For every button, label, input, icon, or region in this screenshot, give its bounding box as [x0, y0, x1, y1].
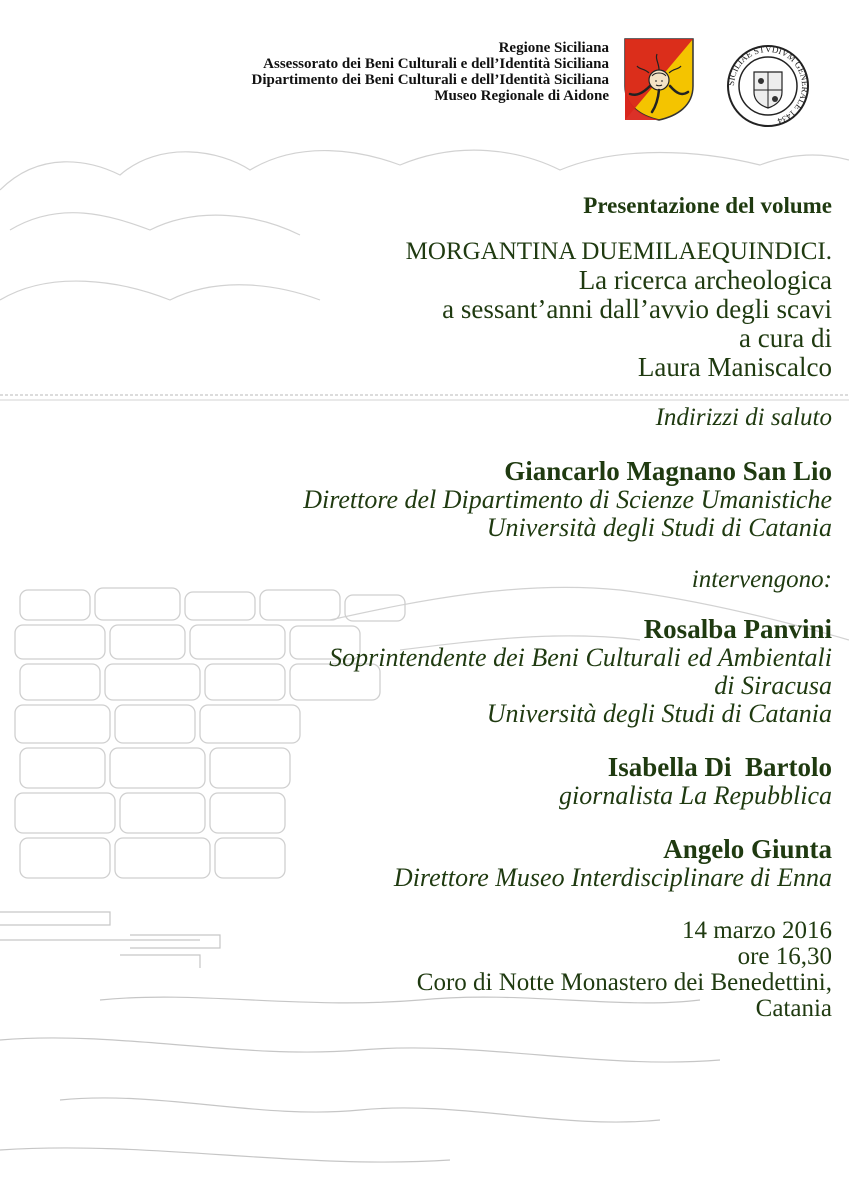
- event-city: Catania: [755, 995, 832, 1022]
- greetings-label: Indirizzi di saluto: [655, 404, 832, 431]
- book-title: [52, 237, 832, 382]
- event-date: 14 marzo 2016: [682, 917, 832, 944]
- speaker-role: Direttore Museo Interdisciplinare di Enna: [393, 863, 832, 892]
- speaker-role: giornalista La Repubblica: [559, 781, 832, 810]
- header-line-region: Regione Siciliana: [498, 40, 609, 56]
- speakers-label: intervengono:: [691, 566, 832, 593]
- speaker-di-bartolo: [52, 752, 832, 810]
- speaker-panvini: [52, 614, 832, 728]
- speaker-role: Soprintendente dei Beni Culturali ed Ambientali: [329, 643, 832, 672]
- university-seal-icon: [726, 44, 810, 128]
- speaker-name: Angelo Giunta: [663, 834, 832, 864]
- title-line-sub1: La ricerca archeologica: [578, 265, 832, 295]
- greeter-affiliation: Università degli Studi di Catania: [486, 513, 832, 542]
- header-line-museo: Museo Regionale di Aidone: [434, 88, 609, 104]
- institution-header: [251, 40, 609, 104]
- intro-label: Presentazione del volume: [583, 193, 832, 218]
- speaker-giunta: [52, 834, 832, 892]
- header-line-dipartimento: Dipartimento dei Beni Culturali e dell’Identità Siciliana: [251, 72, 609, 88]
- trinacria-emblem-icon: [622, 36, 696, 122]
- greeter-name: Giancarlo Magnano San Lio: [504, 456, 832, 486]
- speaker-affiliation: Università degli Studi di Catania: [486, 699, 832, 728]
- title-line-editor-label: a cura di: [739, 323, 832, 353]
- title-line-sub2: a sessant’anni dall’avvio degli scavi: [442, 294, 832, 324]
- speaker-name: Rosalba Panvini: [643, 614, 832, 644]
- title-line-editor-name: Laura Maniscalco: [637, 352, 832, 382]
- greeter: [52, 456, 832, 542]
- event-venue: Coro di Notte Monastero dei Benedettini,: [416, 969, 832, 996]
- greeter-role: Direttore del Dipartimento di Scienze Umanistiche: [303, 485, 832, 514]
- invitation-content: [52, 193, 832, 1022]
- title-line-main: MORGANTINA DUEMILAEQUINDICI.: [405, 238, 832, 265]
- seal-text: SICILIAE STVDIVM GENERALE 1434: [726, 44, 810, 127]
- event-details: [52, 918, 832, 1022]
- speaker-name: Isabella Di Bartolo: [607, 752, 832, 782]
- event-time: ore 16,30: [737, 943, 832, 970]
- speaker-role: di Siracusa: [714, 671, 832, 700]
- header-line-assessorato: Assessorato dei Beni Culturali e dell’Identità Siciliana: [263, 56, 609, 72]
